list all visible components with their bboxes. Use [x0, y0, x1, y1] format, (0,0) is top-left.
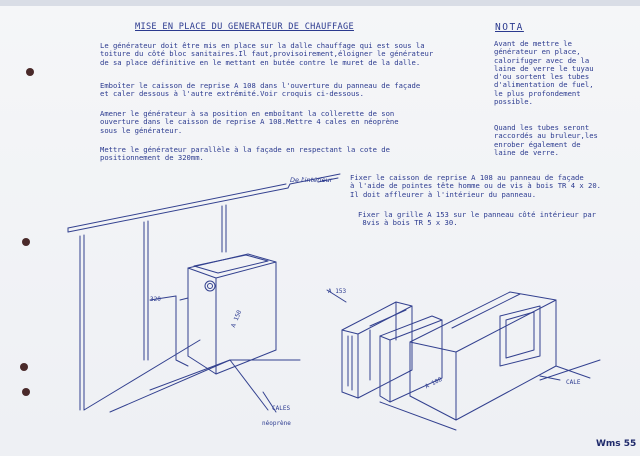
nota-paragraph-insulation: Avant de mettre le générateur en place, calorifuger avec de la laine de verre le tuyau d'ou sortent les tubes d'alimentation de fuel, le plus profondement possible. — [494, 39, 594, 107]
nota-paragraph-tubes: Quand les tubes seront raccordés au bruleur,les enrober également de laine de verre. — [494, 123, 598, 157]
label-interior: De l'intérieur — [290, 176, 333, 184]
page-reference: Wms 55 — [596, 439, 637, 449]
document-title: MISE EN PLACE DU GENERATEUR DE CHAUFFAGE — [135, 22, 354, 32]
drawing-note-grille: Fixer la grille A 153 sur le panneau côté intérieur par 8vis à bois TR 5 x 30. — [358, 210, 596, 228]
paragraph-parallel: Mettre le générateur parallèle à la façade en respectant la cote de positionnement de 320mm. — [100, 145, 390, 163]
label-cales-bottom: CALES — [272, 405, 291, 412]
paragraph-caisson: Emboîter le caisson de reprise A 108 dans l'ouverture du panneau de façade et caler dessous à l'autre extrémité.Voir croquis ci-dessous. — [100, 81, 421, 99]
label-a108: A 108 — [424, 376, 444, 391]
label-box-a150: A 150 — [230, 309, 244, 329]
label-dimension-320: 320 — [150, 296, 161, 303]
drawing-note-caisson: Fixer le caisson de reprise A 108 au panneau de façade à l'aide de pointes tête homme ou de vis à bois TR 4 x 20. Il doit affleurer à l'intérieur du panneau. — [350, 173, 601, 199]
label-a153: A 153 — [328, 288, 347, 295]
label-neoprene: néoprène — [262, 420, 291, 427]
paragraph-generator-placement: Le générateur doit être mis en place sur la dalle chauffage qui est sous la toiture du côté bloc sanitaires.Il faut,provisoirement,éloigner le générateur de sa place définitive en le mettant en butée contre le muret de la dalle. — [100, 41, 434, 67]
nota-title: NOTA — [495, 22, 524, 33]
label-cale: CALE — [566, 379, 581, 386]
paragraph-collerette: Amener le générateur à sa position en emboîtant la collerette de son ouverture dans le caisson de reprise A 108.Mettre 4 cales en néoprène sous le générateur. — [100, 109, 399, 135]
